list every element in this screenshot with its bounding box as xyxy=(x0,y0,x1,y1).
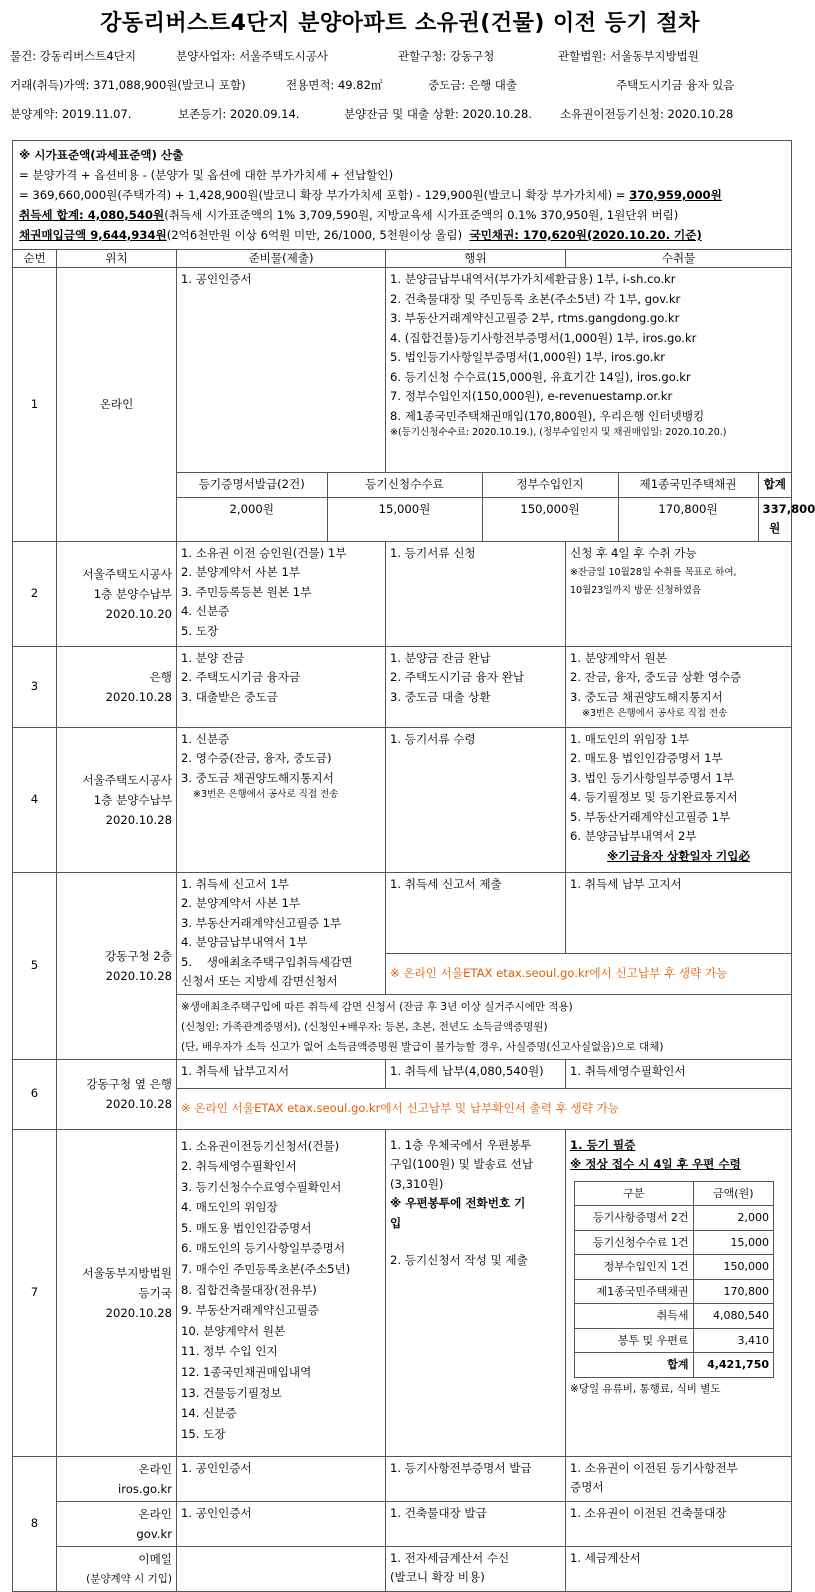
list-item: 1. 1층 우체국에서 우편봉투 xyxy=(390,1137,532,1152)
table-row xyxy=(575,1255,774,1280)
list-item: 5. 도장 xyxy=(181,623,219,638)
summary-h0: 등기증명서발급(2건) xyxy=(198,477,305,491)
step-3-num: 3 xyxy=(13,646,57,727)
table-row xyxy=(575,1279,774,1304)
step-7-prep xyxy=(177,1129,386,1456)
list-item: 5. 법인등기사항일부증명서(1,000원) 1부, iros.go.kr xyxy=(390,350,665,364)
list-item: 12. 1종국민채권매입내역 xyxy=(181,1365,312,1380)
step-1-actions xyxy=(386,268,792,473)
calc-acq-tax xyxy=(19,205,785,225)
header-receive: 수취물 xyxy=(566,250,792,268)
info-area: 전용면적: 49.82㎡ xyxy=(286,78,383,92)
list-item: 3. 법인 등기사항일부증명서 1부 xyxy=(570,770,734,785)
cost-total: 4,421,750 xyxy=(693,1353,773,1378)
list-item: 3. 중도금 채권양도해지통지서 xyxy=(181,770,334,785)
list-item: 1. 취득세 납부 고지서 xyxy=(570,876,682,891)
calc-row xyxy=(13,141,792,250)
location-note: (분양계약 시 기입) xyxy=(86,1572,172,1585)
cost-item: 등기사항증명서 2건 xyxy=(575,1206,694,1231)
list-item: 13. 건물등기필정보 xyxy=(181,1385,282,1400)
cost-header-amount: 금액(원) xyxy=(693,1181,773,1206)
cost-amount: 4,080,540 xyxy=(693,1304,773,1329)
step-5-actions xyxy=(386,872,566,953)
step-7-num: 7 xyxy=(13,1129,57,1456)
location-line: 서울동부지방법원 xyxy=(82,1265,172,1280)
step-2-num: 2 xyxy=(13,541,57,646)
summary-h4: 합계 xyxy=(758,473,791,497)
list-item: 5. 생애최초주택구입취득세감면 xyxy=(181,954,353,969)
list-item: 3. 주민등록등본 원본 1부 xyxy=(181,584,312,599)
step-2-location xyxy=(57,541,177,646)
location-date: 2020.10.28 xyxy=(105,968,172,983)
location-date: 2020.10.28 xyxy=(105,812,172,827)
list-item: 6. 매도인의 등기사항일부증명서 xyxy=(181,1241,346,1256)
list-item: 8. 집합건축물대장(전유부) xyxy=(181,1282,317,1297)
list-item: 1. 건축물대장 발급 xyxy=(390,1505,487,1520)
step-6-receive xyxy=(566,1059,792,1088)
step-4-row xyxy=(13,727,792,872)
step-8-actions-2 xyxy=(386,1501,566,1546)
list-item: 1. 분양 잔금 xyxy=(181,650,245,665)
list-item: 2. 건축물대장 및 주민등록 초본(주소5년) 각 1부, gov.kr xyxy=(390,291,681,306)
step-8-prep-1: 1. 공인인증서 xyxy=(177,1456,386,1501)
step-2-prep xyxy=(177,541,386,646)
note-line: (단, 배우자가 소득 신고가 없어 소득금액증명원 발급이 불가능할 경우, 사실증명(신고사실없음)으로 대체) xyxy=(181,1040,664,1053)
step-5-num: 5 xyxy=(13,872,57,1059)
list-item: 4. 등기필정보 및 등기완료통지서 xyxy=(570,790,738,804)
step-3-row xyxy=(13,646,792,727)
header-num: 순번 xyxy=(13,250,57,268)
list-item: 4. 신분증 xyxy=(181,604,230,618)
list-item: 1. 소유권이전등기신청서(건물) xyxy=(181,1138,340,1153)
list-item: 1. 신분증 xyxy=(181,731,230,746)
list-item: 5. 매도용 법인인감증명서 xyxy=(181,1220,312,1235)
list-item: 6. 등기신청 수수료(15,000원, 유효기간 14일), iros.go.kr xyxy=(390,369,691,384)
step-5-notes xyxy=(177,994,792,1059)
step-4-recv-note: ※기금융자 상환일자 기입必 xyxy=(607,848,750,863)
step-1-row xyxy=(13,268,792,473)
cost-item: 봉투 및 우편료 xyxy=(575,1328,694,1353)
list-item: 3. 중도금 채권양도해지통지서 xyxy=(570,689,723,704)
location-date: 2020.10.20 xyxy=(105,606,172,621)
step-1-note: ※(등기신청수수료: 2020.10.19.), (정부수입인지 및 채권매입일: 2020.10.20.) xyxy=(390,427,727,438)
list-item: 2. 영수증(잔금, 융자, 중도금) xyxy=(181,751,332,765)
note-line: (신청인: 가족관계증명서), (신청인+배우자: 등본, 초본, 전년도 소득금액증명원) xyxy=(181,1020,548,1033)
info-property: 물건: 강동리버스트4단지 xyxy=(10,49,136,63)
step-8-location-1 xyxy=(57,1456,177,1501)
step-8-actions-3 xyxy=(386,1546,566,1591)
info-registration-date: 소유권이전등기신청: 2020.10.28 xyxy=(560,107,734,121)
cost-amount: 170,800 xyxy=(693,1279,773,1304)
list-item: 2. 분양계약서 사본 1부 xyxy=(181,565,301,579)
step-2-actions xyxy=(386,541,566,646)
list-item: 3. 중도금 대출 상환 xyxy=(390,689,491,704)
summary-v2: 150,000원 xyxy=(482,497,618,541)
list-item: 2. 분양계약서 사본 1부 xyxy=(181,896,301,910)
table-row xyxy=(575,1206,774,1231)
location-line: 서울주택도시공사 xyxy=(82,566,172,581)
location-date: 2020.10.28 xyxy=(105,1097,172,1111)
calc-bond xyxy=(19,225,785,245)
list-item: 1. 소유권 이전 승인원(건물) 1부 xyxy=(181,545,347,560)
step-1-prep xyxy=(177,268,386,473)
step-6-location xyxy=(57,1059,177,1129)
step-5-prep xyxy=(177,872,386,994)
step-7-actions xyxy=(386,1129,566,1456)
step-8-actions-1 xyxy=(386,1456,566,1501)
tax-base-calculation xyxy=(13,141,792,250)
list-item: 구입(100원) 및 발송료 선납 xyxy=(390,1157,534,1171)
step-4-prep-note: ※3번은 은행에서 공사로 직접 전송 xyxy=(193,789,339,800)
list-item: 14. 신분증 xyxy=(181,1406,237,1421)
summary-v3: 170,800원 xyxy=(618,497,758,541)
location-line: 은행 xyxy=(149,669,172,684)
step-8-location-3 xyxy=(57,1546,177,1591)
table-row xyxy=(575,1230,774,1255)
summary-v0: 2,000원 xyxy=(177,497,327,541)
list-item: 3. 대출받은 중도금 xyxy=(181,689,278,704)
location-date: 2020.10.28 xyxy=(105,689,172,704)
summary-h2: 정부수입인지 xyxy=(482,473,618,497)
info-contract-date: 분양계약: 2019.11.07. xyxy=(10,107,132,121)
location-url: gov.kr xyxy=(136,1526,172,1541)
step-8-receive-2 xyxy=(566,1501,792,1546)
step-6-online-note: ※ 온라인 서울ETAX etax.seoul.go.kr에서 신고납부 및 납부확인서 출력 후 생략 가능 xyxy=(177,1088,792,1129)
list-item: 1. 등기사항전부증명서 발급 xyxy=(390,1460,532,1475)
cost-note: ※당일 유류비, 통행료, 식비 별도 xyxy=(570,1382,721,1395)
cost-amount: 150,000 xyxy=(693,1255,773,1280)
header-row xyxy=(13,250,792,268)
location-line: 온라인 xyxy=(138,1506,172,1521)
list-item: (3,310원) xyxy=(390,1176,444,1191)
info-price: 거래(취득)가액: 371,088,900원(발코니 포함) xyxy=(10,78,246,92)
step-3-receive xyxy=(566,646,792,727)
cost-item: 정부수입인지 1건 xyxy=(575,1255,694,1280)
step-1-summary xyxy=(177,473,815,542)
calc-heading: ※ 시가표준액(과세표준액) 산출 xyxy=(19,148,184,162)
step-3-actions xyxy=(386,646,566,727)
info-court: 관할법원: 서울동부지방법원 xyxy=(558,49,699,63)
list-item: 1. 공인인증서 xyxy=(181,272,252,286)
location-line: 온라인 xyxy=(138,1461,172,1476)
header-prep: 준비물(제출) xyxy=(177,250,386,268)
location-line: 1층 분양수납부 xyxy=(93,792,172,807)
step-8-location-2 xyxy=(57,1501,177,1546)
list-item: 1. 매도인의 위임장 1부 xyxy=(570,731,690,746)
bond-detail: (2억6천만원 이상 6억원 미만, 26/1000, 5천원이상 올림) xyxy=(166,228,463,242)
info-preservation-date: 보존등기: 2020.09.14. xyxy=(178,107,300,121)
info-developer: 분양사업자: 서울주택도시공사 xyxy=(176,49,328,63)
list-item: 1. 등기서류 신청 xyxy=(390,545,476,560)
list-item: 4. 매도인의 위임장 xyxy=(181,1200,278,1215)
location-line: 서울주택도시공사 xyxy=(82,772,172,787)
step-6-prep xyxy=(177,1059,386,1088)
step-3-note: ※3번은 은행에서 공사로 직접 전송 xyxy=(582,708,728,719)
step-4-prep xyxy=(177,727,386,872)
step-8-row-2 xyxy=(13,1501,792,1546)
list-item: 1. 취득세 신고서 1부 xyxy=(181,876,289,891)
list-item: 신청 후 4일 후 수취 가능 xyxy=(570,545,697,560)
list-item: ※ 정상 접수 시 4일 후 우편 수령 xyxy=(570,1157,741,1171)
list-item: 증명서 xyxy=(570,1480,604,1494)
step-5-location xyxy=(57,872,177,1059)
note-line: ※ 우편봉투에 전화번호 기 xyxy=(390,1196,526,1210)
step-8-row-3 xyxy=(13,1546,792,1591)
cost-table xyxy=(574,1181,774,1378)
location-date: 2020.10.28 xyxy=(105,1305,172,1320)
list-item: (발코니 확장 비용) xyxy=(390,1570,485,1584)
step-6-num: 6 xyxy=(13,1059,57,1129)
list-item: 2. 잔금, 융자, 중도금 상환 영수증 xyxy=(570,670,742,684)
list-item: 1. 분양금 잔금 완납 xyxy=(390,650,491,665)
cost-header-item: 구분 xyxy=(575,1181,694,1206)
cost-item: 등기신청수수료 1건 xyxy=(575,1230,694,1255)
step-8-prep-2: 1. 공인인증서 xyxy=(177,1501,386,1546)
list-item: 6. 분양금납부내역서 2부 xyxy=(570,829,697,843)
calc-total: 370,959,000원 xyxy=(629,188,722,202)
list-item: 2. 매도용 법인인감증명서 1부 xyxy=(570,751,723,765)
list-item: 2. 취득세영수필확인서 xyxy=(181,1159,297,1174)
list-item: 1. 등기서류 수령 xyxy=(390,731,476,746)
step-7-receive xyxy=(566,1129,792,1456)
location-line: 등기국 xyxy=(138,1285,172,1300)
step-8-row-1 xyxy=(13,1456,792,1501)
list-item: 1. 분양계약서 원본 xyxy=(570,650,667,665)
table-row xyxy=(575,1328,774,1353)
list-item: 4. 분양금납부내역서 1부 xyxy=(181,935,308,949)
list-item: 7. 매수인 주민등록초본(주소5년) xyxy=(181,1262,351,1277)
step-1-num: 1 xyxy=(13,268,57,542)
info-balance-date: 분양잔금 및 대출 상환: 2020.10.28. xyxy=(344,107,532,121)
table-row xyxy=(575,1304,774,1329)
info-row-1 xyxy=(10,48,790,68)
list-item: 10. 분양계약서 원본 xyxy=(181,1323,286,1338)
summary-v1: 15,000원 xyxy=(327,497,482,541)
step-4-actions xyxy=(386,727,566,872)
info-fund-loan: 주택도시기금 융자 있음 xyxy=(616,78,735,92)
summary-h3: 제1종국민주택채권 xyxy=(618,473,758,497)
location-line: 1층 분양수납부 xyxy=(93,586,172,601)
step-5-online-note: ※ 온라인 서울ETAX etax.seoul.go.kr에서 신고납부 후 생략 가능 xyxy=(386,953,792,994)
list-item: 2. 등기신청서 작성 및 제출 xyxy=(390,1253,528,1267)
header-location: 위치 xyxy=(57,250,177,268)
location-line: 강동구청 2층 xyxy=(104,948,172,963)
fee-summary-table xyxy=(177,473,815,541)
list-item: 3. 등기신청수수료영수필확인서 xyxy=(181,1179,342,1194)
calc-values-text: = 369,660,000원(주택가격) + 1,428,900원(발코니 확장 부가가치세 포함) - 129,900원(발코니 확장 부가가치세) = xyxy=(19,188,630,202)
summary-v4: 337,800원 xyxy=(758,497,791,541)
info-row-3 xyxy=(10,106,790,126)
list-item: 3. 부동산거래계약신고필증 1부 xyxy=(181,915,342,930)
cost-item: 제1종국민주택채권 xyxy=(575,1279,694,1304)
step-3-prep xyxy=(177,646,386,727)
cost-total-label: 합계 xyxy=(575,1353,694,1378)
cost-amount: 3,410 xyxy=(693,1328,773,1353)
step-7-location xyxy=(57,1129,177,1456)
bond-amount: 채권매입금액 9,644,934원 xyxy=(19,228,167,242)
list-item: 1. 분양금납부내역서(부가가치세환급용) 1부, i-sh.co.kr xyxy=(390,272,676,286)
list-item: 1. 취득세 신고서 제출 xyxy=(390,876,502,891)
list-item: 1. 취득세영수필확인서 xyxy=(570,1063,686,1078)
list-item: 1. 등기 필증 xyxy=(570,1137,636,1152)
list-item: 1. 세금계산서 xyxy=(570,1550,641,1565)
location-line: 강동구청 옆 은행 xyxy=(86,1077,172,1091)
step-6-row xyxy=(13,1059,792,1088)
note-line: ※잔금일 10월28일 수취를 목표로 하여, xyxy=(570,567,737,578)
list-item: 5. 부동산거래계약신고필증 1부 xyxy=(570,809,731,824)
step-8-num: 8 xyxy=(13,1456,57,1591)
note-line: 10월23일까지 방문 신청하였음 xyxy=(570,585,702,596)
table-row xyxy=(575,1353,774,1378)
list-item: 1. 소유권이 이전된 등기사항전부 xyxy=(570,1460,738,1475)
location-url: iros.go.kr xyxy=(118,1481,172,1496)
cost-amount: 15,000 xyxy=(693,1230,773,1255)
cost-item: 취득세 xyxy=(575,1304,694,1329)
acq-tax-detail: (취득세 시가표준액의 1% 3,709,590원, 지방교육세 시가표준액의 0.1% 370,950원, 1원단위 버림) xyxy=(164,208,679,222)
info-district-office: 관할구청: 강동구청 xyxy=(398,49,495,63)
info-midpayment: 중도금: 은행 대출 xyxy=(428,78,517,92)
acq-tax-total: 취득세 합계: 4,080,540원 xyxy=(19,208,165,222)
step-3-location xyxy=(57,646,177,727)
step-8-prep-3 xyxy=(177,1546,386,1591)
calc-values xyxy=(19,185,785,205)
list-item: 1. 취득세 납부고지서 xyxy=(181,1063,290,1078)
list-item: 8. 제1종국민주택채권매입(170,800원), 우리은행 인터넷뱅킹 xyxy=(390,408,705,423)
header-action: 행위 xyxy=(386,250,566,268)
list-item: 4. (집합건물)등기사항전부증명서(1,000원) 1부, iros.go.kr xyxy=(390,330,697,345)
list-item: 3. 부동산거래계약신고필증 2부, rtms.gangdong.go.kr xyxy=(390,311,680,325)
list-item: 2. 주택도시기금 융자 완납 xyxy=(390,670,525,684)
list-item: 2. 주택도시기금 융자금 xyxy=(181,670,301,684)
step-4-location xyxy=(57,727,177,872)
location-line: 이메일 xyxy=(138,1551,172,1566)
summary-h1: 등기신청수수료 xyxy=(327,473,482,497)
cost-amount: 2,000 xyxy=(693,1206,773,1231)
list-item: 1. 전자세금계산서 수신 xyxy=(390,1550,510,1565)
list-item: 9. 부동산거래계약신고필증 xyxy=(181,1303,319,1318)
list-item: 신청서 또는 지방세 감면신청서 xyxy=(181,974,338,988)
step-4-num: 4 xyxy=(13,727,57,872)
step-5-receive xyxy=(566,872,792,953)
step-8-receive-1 xyxy=(566,1456,792,1501)
step-7-row xyxy=(13,1129,792,1456)
list-item: 1. 소유권이 이전된 건축물대장 xyxy=(570,1505,727,1520)
step-2-row xyxy=(13,541,792,646)
step-1-location: 온라인 xyxy=(57,268,177,542)
procedure-table xyxy=(12,140,815,1592)
step-4-receive xyxy=(566,727,792,872)
step-6-actions xyxy=(386,1059,566,1088)
national-bond: 국민채권: 170,620원(2020.10.20. 기준) xyxy=(469,228,702,242)
step-5-row xyxy=(13,872,792,953)
list-item: 7. 정부수입인지(150,000원), e-revenuestamp.or.kr xyxy=(390,389,673,403)
list-item: 1. 취득세 납부(4,080,540원) xyxy=(390,1063,544,1078)
note-line: ※생애최초주택구입에 따른 취득세 감면 신청서 (잔금 후 3년 이상 실거주시에만 적용) xyxy=(181,1000,573,1013)
step-8-receive-3 xyxy=(566,1546,792,1591)
calc-formula: = 분양가격 + 옵션비용 - (분양가 및 옵션에 대한 부가가치세 + 선납할인) xyxy=(19,168,394,182)
step-2-receive xyxy=(566,541,792,646)
note-line: 입 xyxy=(390,1215,402,1230)
list-item: 11. 정부 수입 인지 xyxy=(181,1344,278,1359)
page-title: 강동리버스트4단지 분양아파트 소유권(건물) 이전 등기 절차 xyxy=(100,11,700,36)
list-item: 15. 도장 xyxy=(181,1426,226,1441)
info-row-2 xyxy=(10,77,790,97)
